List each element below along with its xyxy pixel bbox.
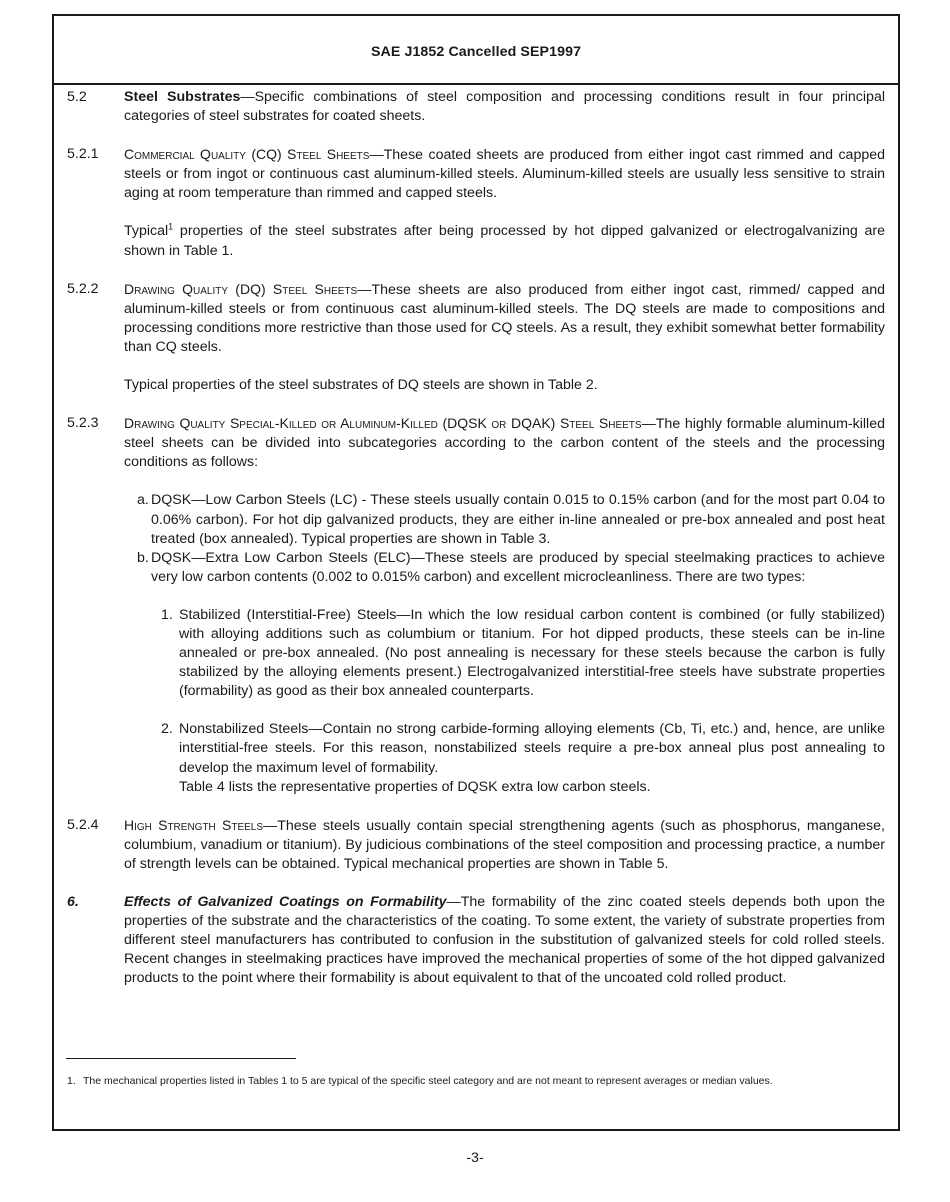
section-text: —The formability of the zinc coated steels depends both upon the properties of the substrate and the characteristics of the coating. To some extent, the variety of substrate properties from different steel manufacturers has contributed to confusion in the substitution of galvanized steels for cold rolled steels. Recent changes in steelmaking practices have improved the mechanical properties of some of the hot dipped galvanized products to the point where their formability is about equivalent to that of the uncoated cold rolled product.	[124, 894, 885, 987]
section-text: —These sheets are also produced from either ingot cast, rimmed/ capped and aluminum-killed steels or from continuous cast aluminum-killed steels. The DQ steels are made to compositions and processing conditions more restrictive than those used for CQ steels. As a result, they exhibit somewhat better formability than CQ steels.	[124, 281, 886, 355]
section-title: High Strength Steels	[124, 816, 264, 833]
paragraph-lead: Typical	[124, 223, 169, 240]
section-5-2-2	[67, 280, 885, 395]
list-item-text: DQSK—Low Carbon Steels (LC) - These steels usually contain 0.015 to 0.15% carbon (and for the most part 0.04 to 0.06% carbon). For hot dip galvanized products, they are either in-line annealed or pre-box annealed and post heat treated (box annealed). Typical properties are shown in Table 3.	[151, 492, 885, 547]
section-text: —These steels usually contain special strengthening agents (such as phosphorus, manganese, columbium, vanadium or titanium). By judicious combinations of the steel composition and processing practice, a number of strength levels can be obtained. Typical mechanical properties are shown in Table 5.	[124, 817, 885, 872]
footnote-text: The mechanical properties listed in Tables 1 to 5 are typical of the specific steel category and are not meant to represent averages or median values.	[83, 1075, 773, 1087]
list-marker: 2.	[161, 721, 173, 738]
section-number: 5.2.1	[67, 146, 99, 163]
section-title: Drawing Quality Special-Killed or Aluminum-Killed (DQSK or DQAK) Steel Sheets	[124, 415, 642, 432]
section-title: Commercial Quality (CQ) Steel Sheets	[124, 146, 370, 163]
page-frame	[52, 14, 900, 1131]
list-item-text: Stabilized (Interstitial-Free) Steels—In which the low residual carbon content is combined (or fully stabilized) with alloying additions such as columbium or titanium. For hot dipped products, these steels can be in-line annealed or pre-box annealed. (No post annealing is necessary for these steels because the carbon is fully stabilized by the alloying elements present.) Electrogalvanized interstitial-free steels have substrate properties (formability) as good as their box annealed counterparts.	[179, 606, 885, 700]
document-body	[67, 88, 885, 988]
footnote-divider	[66, 1058, 296, 1059]
section-number: 6.	[67, 894, 79, 910]
page-number: -3-	[466, 1150, 484, 1166]
document-header-title: SAE J1852 Cancelled SEP1997	[370, 44, 582, 60]
header-band	[54, 16, 898, 85]
section-6	[67, 893, 885, 988]
paragraph-text: Typical properties of the steel substrates of DQ steels are shown in Table 2.	[124, 377, 598, 394]
list-item-1	[67, 606, 885, 701]
section-title: Steel Substrates	[124, 89, 241, 105]
section-number: 5.2.4	[67, 816, 99, 833]
footnote-marker: 1.	[67, 1075, 76, 1087]
section-number: 5.2	[67, 89, 87, 105]
section-5-2-4	[67, 816, 885, 874]
list-item-note: Table 4 lists the representative properties of DQSK extra low carbon steels.	[179, 778, 651, 795]
list-marker: 1.	[161, 606, 173, 623]
section-text: —Specific combinations of steel composition and processing conditions result in four principal categories of steel substrates for coated sheets.	[124, 89, 885, 125]
section-5-2-3	[67, 414, 885, 472]
section-number: 5.2.2	[67, 280, 99, 297]
list-item-b	[67, 549, 885, 587]
section-title: Drawing Quality (DQ) Steel Sheets	[124, 280, 358, 297]
list-item-a	[67, 491, 885, 548]
footnote-reference: 1	[168, 221, 174, 232]
paragraph-text: properties of the steel substrates after being processed by hot dipped galvanized or electrogalvanizing are shown in Table 1.	[124, 223, 885, 259]
list-item-text: Nonstabilized Steels—Contain no strong carbide-forming alloying elements (Cb, Ti, etc.) and, hence, are unlike interstitial-free steels. For this reason, nonstabilized steels require a pre-box anneal plus post annealing to develop the maximum level of formability.	[179, 721, 885, 776]
section-title: Effects of Galvanized Coatings on Formability	[124, 894, 447, 910]
list-item-text: DQSK—Extra Low Carbon Steels (ELC)—These steels are produced by special steelmaking practices to achieve very low carbon contents (0.002 to 0.015% carbon) and excellent microcleanliness. There are two types:	[151, 549, 885, 585]
list-marker: b.	[137, 549, 149, 566]
section-5-2-1	[67, 145, 885, 260]
section-text: —These coated sheets are produced from either ingot cast rimmed and capped steels or from ingot or continuous cast aluminum-killed steels. Aluminum-killed steels are usually less sensitive to strain aging at room temperature than rimmed and capped steels.	[124, 147, 886, 202]
section-text: —The highly formable aluminum-killed steel sheets can be divided into subcategories according to the carbon content of the steels and the processing conditions as follows:	[124, 416, 885, 471]
footnote	[67, 1074, 878, 1089]
list-marker: a.	[137, 492, 149, 509]
section-number: 5.2.3	[67, 415, 99, 432]
section-5-2	[67, 88, 885, 126]
list-item-2	[67, 720, 885, 796]
